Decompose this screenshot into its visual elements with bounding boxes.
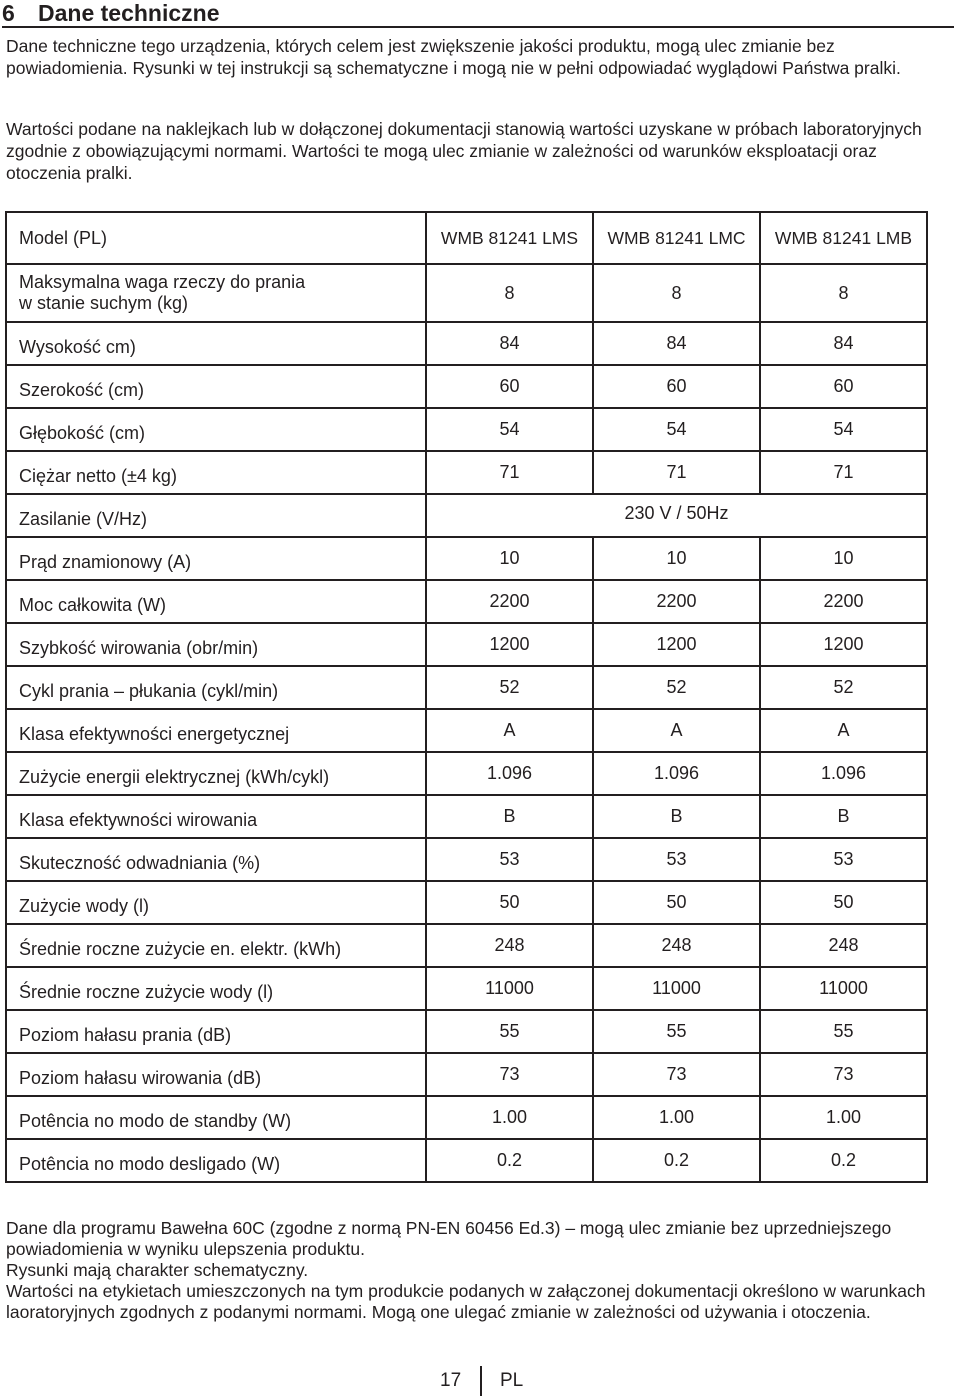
cell-value: A bbox=[593, 709, 760, 752]
cell-value: 55 bbox=[426, 1010, 593, 1053]
cell-value: 84 bbox=[593, 322, 760, 365]
row-label: Głębokość (cm) bbox=[6, 408, 426, 451]
table-row bbox=[6, 1139, 927, 1182]
cell-value: A bbox=[426, 709, 593, 752]
cell-value: 53 bbox=[760, 838, 927, 881]
row-label: Wysokość cm) bbox=[6, 322, 426, 365]
table-row bbox=[6, 838, 927, 881]
page-divider bbox=[480, 1366, 482, 1396]
cell-value: 10 bbox=[426, 537, 593, 580]
row-label: Poziom hałasu prania (dB) bbox=[6, 1010, 426, 1053]
cell-value: 60 bbox=[593, 365, 760, 408]
table-row bbox=[6, 881, 927, 924]
row-label: Moc całkowita (W) bbox=[6, 580, 426, 623]
cell-value: 71 bbox=[760, 451, 927, 494]
cell-value: 71 bbox=[426, 451, 593, 494]
cell-value: 2200 bbox=[426, 580, 593, 623]
footnote-program: Dane dla programu Bawełna 60C (zgodne z normą PN-EN 60456 Ed.3) – mogą ulec zmianie bez uprzedniejszego powiadomienia w wyniku ulepszenia produktu. bbox=[6, 1218, 892, 1259]
cell-value: 2200 bbox=[593, 580, 760, 623]
table-row bbox=[6, 580, 927, 623]
table-row bbox=[6, 1010, 927, 1053]
capacity-label-line-1: Maksymalna waga rzeczy do prania bbox=[19, 272, 306, 292]
row-label: Ciężar netto (±4 kg) bbox=[6, 451, 426, 494]
cell-value: 8 bbox=[593, 264, 760, 322]
cell-value: 84 bbox=[426, 322, 593, 365]
cell-value: 60 bbox=[426, 365, 593, 408]
table-row bbox=[6, 924, 927, 967]
cell-value: B bbox=[593, 795, 760, 838]
table-row bbox=[6, 322, 927, 365]
table-row bbox=[6, 451, 927, 494]
cell-value: 1.00 bbox=[426, 1096, 593, 1139]
row-label bbox=[6, 264, 426, 322]
intro-paragraph-2: Wartości podane na naklejkach lub w dołączonej dokumentacji stanowią wartości uzyskane w próbach laboratoryjnych zgodnie z obowiązującymi normami. Wartości te mogą ulec zmianie w zależności od warunków eksploatacji oraz otoczenia pralki. bbox=[6, 119, 922, 183]
table-row bbox=[6, 623, 927, 666]
table-row bbox=[6, 537, 927, 580]
cell-value: 8 bbox=[426, 264, 593, 322]
capacity-label-line-2: w stanie suchym (kg) bbox=[19, 293, 189, 313]
cell-value: 73 bbox=[593, 1053, 760, 1096]
row-label: Poziom hałasu wirowania (dB) bbox=[6, 1053, 426, 1096]
cell-value: 0.2 bbox=[593, 1139, 760, 1182]
row-label: Skuteczność odwadniania (%) bbox=[6, 838, 426, 881]
row-label: Cykl prania – płukania (cykl/min) bbox=[6, 666, 426, 709]
cell-value: 55 bbox=[593, 1010, 760, 1053]
row-label: Prąd znamionowy (A) bbox=[6, 537, 426, 580]
cell-value: 52 bbox=[760, 666, 927, 709]
cell-value: 248 bbox=[760, 924, 927, 967]
cell-value: 1200 bbox=[426, 623, 593, 666]
cell-value: 50 bbox=[593, 881, 760, 924]
table-row bbox=[6, 795, 927, 838]
cell-value: 54 bbox=[593, 408, 760, 451]
cell-value: 10 bbox=[760, 537, 927, 580]
model-name: WMB 81241 LMB bbox=[760, 212, 927, 264]
cell-value: B bbox=[426, 795, 593, 838]
row-label: Szerokość (cm) bbox=[6, 365, 426, 408]
cell-value: B bbox=[760, 795, 927, 838]
row-label: Klasa efektywności energetycznej bbox=[6, 709, 426, 752]
section-heading bbox=[2, 0, 954, 28]
row-label: Zużycie energii elektrycznej (kWh/cykl) bbox=[6, 752, 426, 795]
cell-value: 1.00 bbox=[760, 1096, 927, 1139]
row-label: Potência no modo desligado (W) bbox=[6, 1139, 426, 1182]
section-title: Dane techniczne bbox=[38, 0, 220, 26]
row-label: Zasilanie (V/Hz) bbox=[6, 494, 426, 537]
technical-data-table bbox=[5, 211, 928, 1183]
row-label: Potência no modo de standby (W) bbox=[6, 1096, 426, 1139]
cell-value: 52 bbox=[593, 666, 760, 709]
cell-value: 50 bbox=[426, 881, 593, 924]
footnote-labels: Wartości na etykietach umieszczonych na tym produkcie podanych w załączonej dokumentacji określono w warunkach laoratoryjnych zgodnych z podanymi normami. Mogą one ulegać zmianie w zależności od używania i otoczenia. bbox=[6, 1281, 926, 1322]
language-code: PL bbox=[500, 1370, 524, 1391]
cell-value: 84 bbox=[760, 322, 927, 365]
cell-value: 53 bbox=[426, 838, 593, 881]
table-row bbox=[6, 1096, 927, 1139]
table-header-row bbox=[6, 212, 927, 264]
cell-value: 73 bbox=[760, 1053, 927, 1096]
cell-value: 54 bbox=[760, 408, 927, 451]
cell-value: 8 bbox=[760, 264, 927, 322]
cell-value: 1200 bbox=[593, 623, 760, 666]
cell-value: 52 bbox=[426, 666, 593, 709]
page-number: 17 bbox=[440, 1370, 462, 1391]
table-row bbox=[6, 494, 927, 537]
table-row bbox=[6, 264, 927, 322]
cell-value: 248 bbox=[593, 924, 760, 967]
cell-value: 11000 bbox=[426, 967, 593, 1010]
cell-value: A bbox=[760, 709, 927, 752]
cell-value: 10 bbox=[593, 537, 760, 580]
row-label: Zużycie wody (l) bbox=[6, 881, 426, 924]
cell-value: 1200 bbox=[760, 623, 927, 666]
cell-value: 54 bbox=[426, 408, 593, 451]
cell-value: 1.00 bbox=[593, 1096, 760, 1139]
cell-value: 73 bbox=[426, 1053, 593, 1096]
cell-value-merged: 230 V / 50Hz bbox=[426, 494, 927, 537]
table-row bbox=[6, 967, 927, 1010]
page-footer bbox=[400, 1366, 580, 1396]
section-number: 6 bbox=[2, 0, 15, 26]
cell-value: 248 bbox=[426, 924, 593, 967]
model-name: WMB 81241 LMC bbox=[593, 212, 760, 264]
table-row bbox=[6, 752, 927, 795]
model-name: WMB 81241 LMS bbox=[426, 212, 593, 264]
cell-value: 2200 bbox=[760, 580, 927, 623]
cell-value: 1.096 bbox=[426, 752, 593, 795]
row-label: Średnie roczne zużycie en. elektr. (kWh) bbox=[6, 924, 426, 967]
cell-value: 55 bbox=[760, 1010, 927, 1053]
cell-value: 1.096 bbox=[760, 752, 927, 795]
cell-value: 0.2 bbox=[426, 1139, 593, 1182]
cell-value: 1.096 bbox=[593, 752, 760, 795]
cell-value: 71 bbox=[593, 451, 760, 494]
table-row bbox=[6, 365, 927, 408]
row-label: Średnie roczne zużycie wody (l) bbox=[6, 967, 426, 1010]
table-row bbox=[6, 666, 927, 709]
model-label: Model (PL) bbox=[6, 212, 426, 264]
table-row bbox=[6, 408, 927, 451]
cell-value: 60 bbox=[760, 365, 927, 408]
footnote-drawings: Rysunki mają charakter schematyczny. bbox=[6, 1260, 309, 1280]
cell-value: 50 bbox=[760, 881, 927, 924]
cell-value: 53 bbox=[593, 838, 760, 881]
table-row bbox=[6, 709, 927, 752]
row-label: Szybkość wirowania (obr/min) bbox=[6, 623, 426, 666]
row-label: Klasa efektywności wirowania bbox=[6, 795, 426, 838]
cell-value: 11000 bbox=[593, 967, 760, 1010]
table-row bbox=[6, 1053, 927, 1096]
intro-paragraph-1: Dane techniczne tego urządzenia, których celem jest zwiększenie jakości produktu, mogą ulec zmianie bez powiadomienia. Rysunki w tej instrukcji są schematyczne i mogą nie w pełni odpowiadać wyglądowi Państwa pralki. bbox=[6, 36, 901, 78]
footnotes bbox=[6, 1218, 946, 1323]
cell-value: 0.2 bbox=[760, 1139, 927, 1182]
cell-value: 11000 bbox=[760, 967, 927, 1010]
